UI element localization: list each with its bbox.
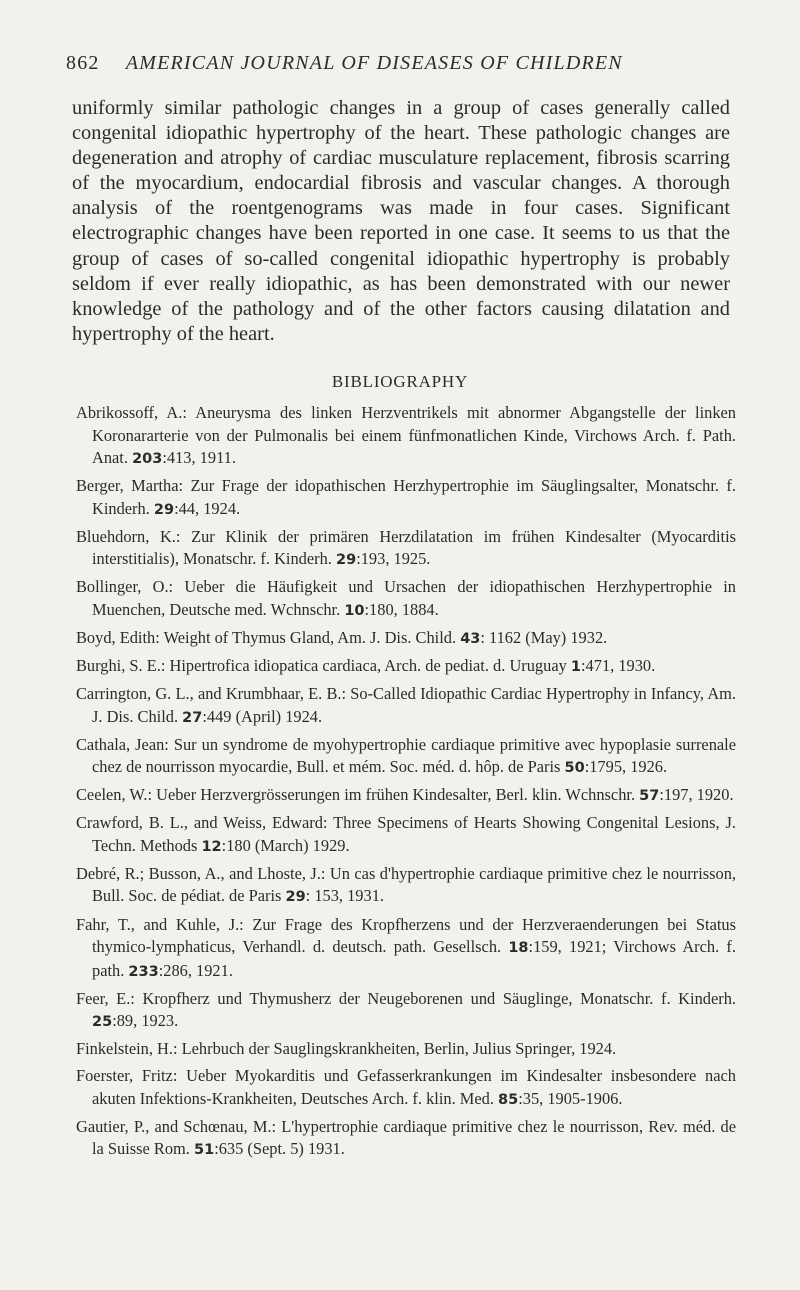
reference-pages: :635 (Sept. 5) 1931. (214, 1139, 345, 1159)
reference-volume: 29 (153, 501, 175, 518)
reference-text: Debré, R.; Busson, A., and Lhoste, J.: Un cas d'hypertrophie cardiaque primitive chez le nourrisson, Bull. Soc. de pédiat. de Paris (76, 863, 736, 906)
reference-pages: : 153, 1931. (305, 886, 384, 906)
reference-volume: 29 (336, 552, 357, 569)
reference-volume: 29 (285, 889, 306, 906)
page-number: 862 (66, 52, 100, 74)
reference-pages: :197, 1920. (659, 785, 734, 805)
reference-entry (76, 402, 736, 471)
reference-pages: :1795, 1926. (584, 757, 668, 777)
reference-entry (76, 475, 736, 521)
reference-entry (76, 1038, 736, 1061)
reference-text: Cathala, Jean: Sur un syndrome de myohypertrophie cardiaque primitive avec hypoplasie surrenale chez de nourrisson myocardie, Bull. et mém. Soc. méd. d. hôp. de Paris (76, 734, 736, 777)
reference-pages: :180 (March) 1929. (221, 835, 350, 855)
reference-volume: 27 (182, 709, 203, 726)
reference-pages: :180, 1884. (364, 599, 439, 619)
reference-text: Feer, E.: Kropfherz und Thymusherz der Neugeborenen und Säuglinge, Monatschr. f. Kinderh. (76, 988, 736, 1008)
reference-volume: 10 (344, 602, 365, 619)
reference-volume: 43 (460, 630, 481, 647)
reference-text: Bluehdorn, K.: Zur Klinik der primären Herzdilatation im frühen Kindesalter (Myocarditis interstitialis), Monatschr. f. Kinderh. (76, 526, 736, 569)
reference-entry (76, 812, 736, 858)
reference-pages: :413, 1911. (162, 448, 236, 467)
reference-text: Foerster, Fritz: Ueber Myokarditis und Gefasserkrankungen im Kindesalter insbesondere nach akuten Infektions-Krankheiten, Deutsches Arch. f. klin. Med. (76, 1066, 736, 1108)
reference-pages: :286, 1921. (158, 960, 233, 980)
body-paragraph: uniformly similar pathologic changes in a group of cases generally called congenital idiopathic hypertrophy of the heart. These pathologic changes are degeneration and atrophy of cardiac musculature replacement, fibrosis scarring of the myocardium, endocardial fibrosis and vascular changes. A thorough analysis of the roentgenograms was made in four cases. Significant electrographic changes have been reported in one case. It seems to us that the group of cases of so-called congenital idiopathic hypertrophy is probably seldom if ever really idiopathic, as has been demonstrated with our newer knowledge of the pathology and of the other factors causing dilatation and hypertrophy of the heart. (72, 97, 730, 345)
reference-entry (76, 863, 736, 909)
reference-entry (76, 988, 736, 1034)
reference-entry (76, 914, 736, 984)
reference-entry (76, 526, 736, 572)
reference-volume: 12 (201, 838, 222, 855)
reference-pages: :44, 1924. (174, 498, 241, 518)
reference-text: Carrington, G. L., and Krumbhaar, E. B.: So-Called Idiopathic Cardiac Hypertrophy in Infancy, Am. J. Dis. Child. (76, 684, 736, 726)
reference-text: Abrikossoff, A.: Aneurysma des linken Herzventrikels mit abnormer Abgangstelle der linken Koronararterie von der Pulmonalis bei einem fünfmonatlichen Kinde, Virchows Arch. f. Path. Anat. (76, 403, 736, 467)
reference-pages: :449 (April) 1924. (202, 706, 323, 726)
reference-entry (76, 784, 736, 808)
reference-text: Gautier, P., and Schœnau, M.: L'hypertrophie cardiaque primitive chez le nourrisson, Rev. méd. de la Suisse Rom. (76, 1116, 736, 1159)
reference-volume: 57 (639, 788, 660, 805)
reference-volume: 233 (128, 963, 159, 980)
reference-volume: 51 (194, 1142, 215, 1159)
reference-pages: :471, 1930. (581, 655, 656, 675)
reference-pages: :35, 1905-1906. (518, 1088, 623, 1108)
reference-volume: 25 (92, 1014, 113, 1031)
reference-text: Ceelen, W.: Ueber Herzvergrösserungen im frühen Kindesalter, Berl. klin. Wchnschr. (76, 785, 640, 805)
reference-text: Boyd, Edith: Weight of Thymus Gland, Am. J. Dis. Child. (76, 627, 461, 647)
reference-text: Burghi, S. E.: Hipertrofica idiopatica cardiaca, Arch. de pediat. d. Uruguay (76, 655, 571, 675)
reference-entry (76, 576, 736, 622)
bibliography-list (76, 402, 736, 1167)
reference-pages: :193, 1925. (356, 549, 431, 569)
bibliography-heading: BIBLIOGRAPHY (331, 372, 469, 391)
reference-entry (76, 1116, 736, 1162)
reference-volume: 203 (132, 451, 163, 467)
reference-pages: :159, 1921; Virchows Arch. f. path. (92, 937, 736, 980)
reference-text: Crawford, B. L., and Weiss, Edward: Three Specimens of Hearts Showing Congenital Lesions, J. Techn. Methods (76, 813, 736, 855)
reference-entry (76, 734, 736, 780)
reference-text: Fahr, T., and Kuhle, J.: Zur Frage des Kropfherzens und der Herzveraenderungen bei Status thymico-lymphaticus, Verhandl. d. deutsch. path. Gesellsch. (76, 914, 736, 957)
reference-text: Bollinger, O.: Ueber die Häufigkeit und Ursachen der idiopathischen Herzhypertrophie in Muenchen, Deutsche med. Wchnschr. (76, 577, 736, 619)
reference-entry (76, 627, 736, 651)
reference-volume: 50 (564, 760, 585, 777)
journal-title: AMERICAN JOURNAL OF DISEASES OF CHILDREN (125, 52, 623, 74)
reference-text: Berger, Martha: Zur Frage der idopathischen Herzhypertrophie im Säuglingsalter, Monatschr. f. Kinderh. (76, 476, 736, 518)
reference-entry (76, 683, 736, 729)
reference-volume: 18 (508, 940, 529, 957)
reference-volume: 1 (570, 658, 581, 675)
reference-pages: : 1162 (May) 1932. (480, 627, 608, 647)
reference-entry (76, 655, 736, 679)
reference-entry (76, 1065, 736, 1111)
reference-text: Finkelstein, H.: Lehrbuch der Sauglingskrankheiten, Berlin, Julius Springer, 1924. (76, 1039, 617, 1059)
reference-pages: :89, 1923. (112, 1011, 179, 1031)
running-header (66, 52, 736, 75)
reference-volume: 85 (498, 1091, 519, 1108)
